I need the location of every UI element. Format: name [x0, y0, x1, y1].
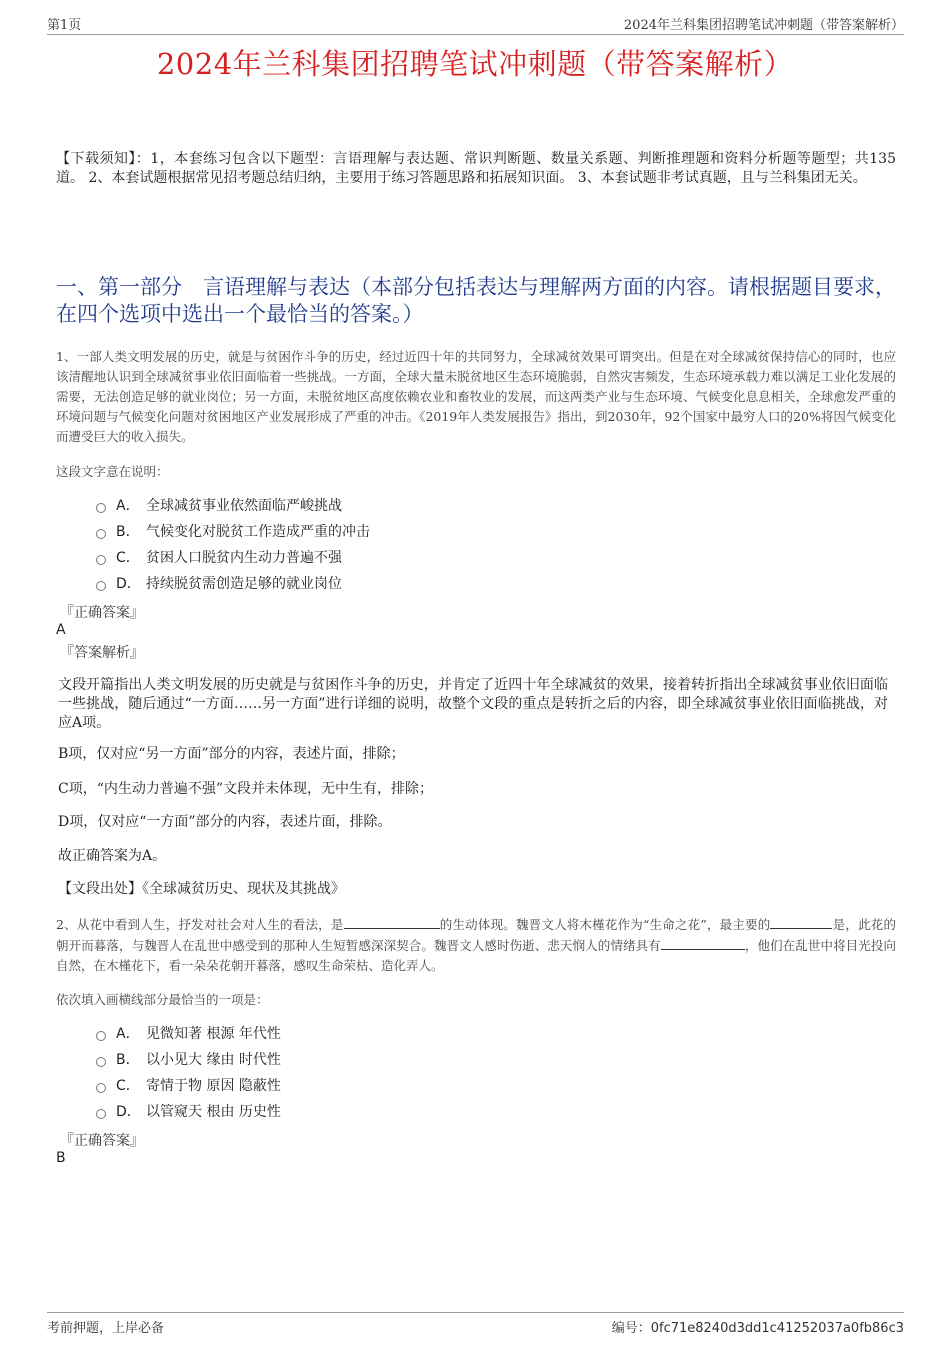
section-heading: 一、第一部分 言语理解与表达（本部分包括表达与理解两方面的内容。请根据题目要求，在四个选项中选出一个最恰当的答案。） [56, 275, 896, 326]
question-1-stem: 1、一部人类文明发展的历史，就是与贫困作斗争的历史，经过近四十年的共同努力，全球减贫效果可谓突出。但是在对全球减贫保持信心的同时，也应该清醒地认识到全球减贫事业依旧面临着一些挑战。一方面，全球大量未脱贫地区生态环境脆弱，自然灾害频发，生态环境承载力难以满足工业化发展的需要，无法创造足够的就业岗位；另一方面，未脱贫地区高度依赖农业和畜牧业的发展，而这两类产业与生态环境、气候变化息息相关，全球愈发严重的环境问题与气候变化问题对贫困地区产业发展形成了严重的冲击。《2019年人类发展报告》指出，到2030年，92个国家中最穷人口的20%将因气候变化而遭受巨大的收入损失。 [56, 349, 896, 444]
analysis-option-d: D项，仅对应“一方面”部分的内容，表述片面，排除。 [58, 814, 392, 830]
radio-icon[interactable] [96, 555, 106, 565]
correct-answer-label: 『正确答案』 [60, 605, 144, 621]
radio-icon[interactable] [96, 581, 106, 591]
page-header [47, 14, 904, 35]
radio-icon[interactable] [96, 1083, 106, 1093]
radio-icon[interactable] [96, 1109, 106, 1119]
question-2-options [96, 1021, 281, 1125]
correct-answer-value: A [56, 622, 66, 638]
question-1-options [96, 493, 370, 597]
document-code: 编号：0fc71e8240d3dd1c41252037a0fb86c3 [611, 1321, 904, 1336]
header-doc-title: 2024年兰科集团招聘笔试冲刺题（带答案解析） [623, 18, 904, 33]
fill-blank [770, 914, 832, 929]
option-b[interactable]: B． 气候变化对脱贫工作造成严重的冲击 [96, 519, 370, 545]
analysis-label: 『答案解析』 [60, 645, 144, 661]
fill-blank [661, 935, 745, 950]
page-footer [47, 1312, 904, 1336]
radio-icon[interactable] [96, 503, 106, 513]
option-a[interactable]: A． 见微知著 根源 年代性 [96, 1021, 281, 1047]
text-source: 【文段出处】《全球减贫历史、现状及其挑战》 [58, 881, 345, 897]
analysis-text: 文段开篇指出人类文明发展的历史就是与贫困作斗争的历史，并肯定了近四十年全球减贫的效果，接着转折指出全球减贫事业依旧面临一些挑战，随后通过“一方面……另一方面”进行详细的说明，故整个文段的重点是转折之后的内容，即全球减贫事业依旧面临挑战，对应A项。 [58, 677, 888, 731]
page-number: 第1页 [47, 18, 82, 33]
option-c[interactable]: C． 寄情于物 原因 隐蔽性 [96, 1073, 281, 1099]
question-2-prompt: 依次填入画横线部分最恰当的一项是： [56, 992, 269, 1007]
radio-icon[interactable] [96, 529, 106, 539]
option-c[interactable]: C． 贫困人口脱贫内生动力普遍不强 [96, 545, 370, 571]
fill-blank [344, 914, 440, 929]
question-2-stem: 2、从花中看到人生，抒发对社会对人生的看法，是 的生动体现。魏晋文人将木槿花作为“生命之花”，最主要的 是，此花的朝开而暮落，与魏晋人在乱世中感受到的那种人生短暂感深深契合。魏晋文人感时伤逝、悲天悯人的情绪具有 ，他们在乱世中将目光投向自然，在木槿花下，看一朵朵花朝开暮落，感叹生命荣枯、造化弄人。 [56, 914, 896, 976]
option-b[interactable]: B． 以小见大 缘由 时代性 [96, 1047, 281, 1073]
correct-answer-value: B [56, 1150, 66, 1166]
analysis-conclusion: 故正确答案为A。 [58, 848, 167, 864]
option-a[interactable]: A． 全球减贫事业依然面临严峻挑战 [96, 493, 370, 519]
footer-slogan: 考前押题，上岸必备 [47, 1321, 165, 1336]
question-1-prompt: 这段文字意在说明： [56, 464, 169, 479]
analysis-option-b: B项，仅对应“另一方面”部分的内容，表述片面，排除； [58, 746, 405, 762]
option-d[interactable]: D． 持续脱贫需创造足够的就业岗位 [96, 571, 370, 597]
correct-answer-label: 『正确答案』 [60, 1133, 144, 1149]
radio-icon[interactable] [96, 1031, 106, 1041]
analysis-option-c: C项，“内生动力普遍不强”文段并未体现，无中生有，排除； [58, 781, 434, 797]
option-d[interactable]: D． 以管窥天 根由 历史性 [96, 1099, 281, 1125]
radio-icon[interactable] [96, 1057, 106, 1067]
document-title: 2024年兰科集团招聘笔试冲刺题（带答案解析） [156, 47, 794, 81]
download-notice: 【下载须知】：1，本套练习包含以下题型：言语理解与表达题、常识判断题、数量关系题、判断推理题和资料分析题等题型；共135道。 2、本套试题根据常见招考题总结归纳，主要用于练习答题思路和拓展知识面。 3、本套试题非考试真题，且与兰科集团无关。 [56, 151, 896, 186]
